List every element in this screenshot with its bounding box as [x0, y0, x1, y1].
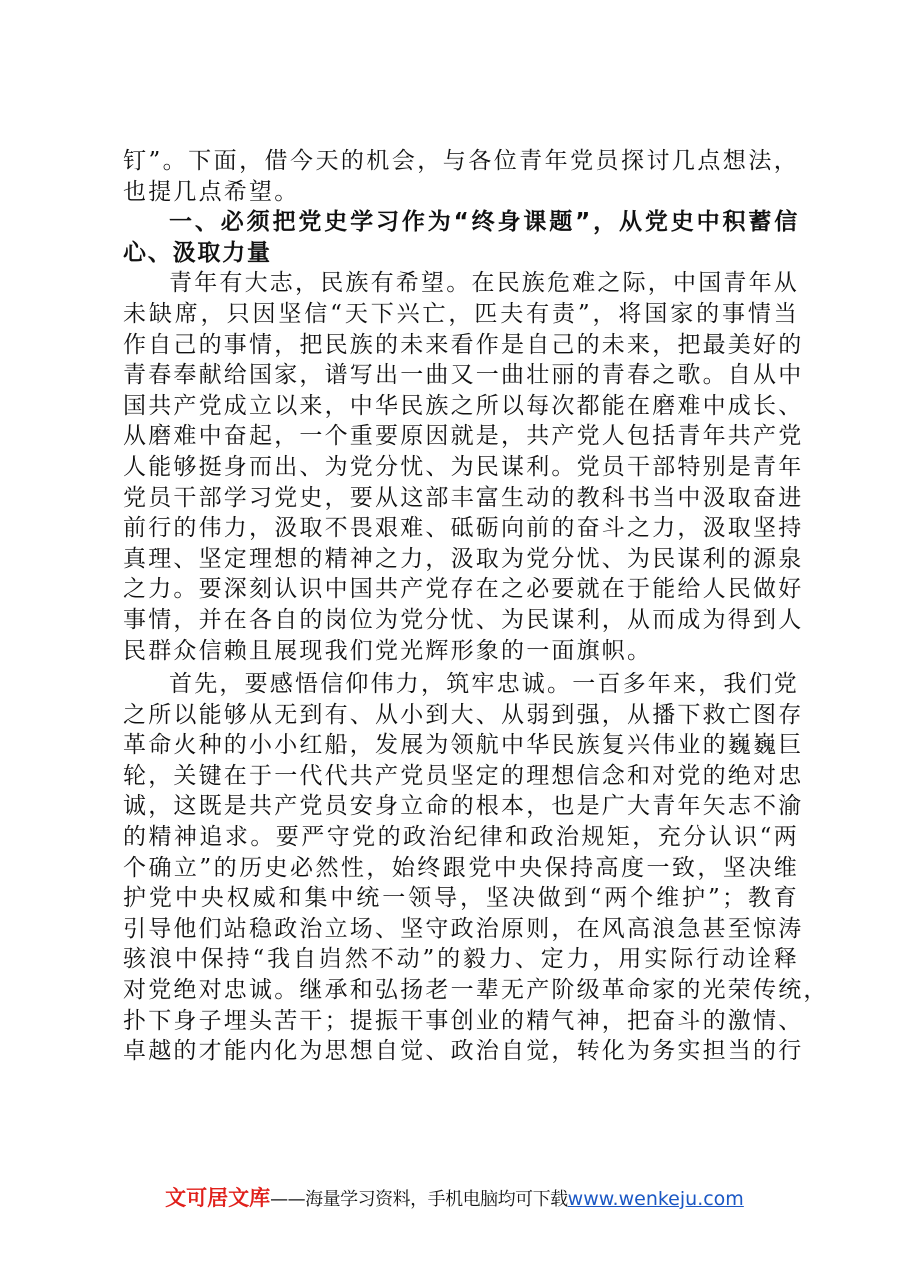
body-line: 钉”。下面，借今天的机会，与各位青年党员探讨几点想法，: [123, 148, 799, 174]
paragraph-line: 首先，要感悟信仰伟力，筑牢忠诚。一百多年来，我们党: [169, 671, 799, 698]
paragraph-line: 未缺席，只因坚信“天下兴亡，匹夫有责”，将国家的事情当: [123, 300, 799, 327]
paragraph-line: 个确立”的历史必然性，始终跟党中央保持高度一致，坚决维: [123, 854, 799, 881]
paragraph-line: 扑下身子埋头苦干；提振干事创业的精气神，把奋斗的激情、: [123, 1007, 804, 1034]
paragraph-line: 国共产党成立以来，中华民族之所以每次都能在磨难中成长、: [123, 392, 804, 419]
paragraph-line: 骇浪中保持“我自岿然不动”的毅力、定力，用实际行动诠释: [123, 946, 799, 973]
paragraph-line: 对党绝对忠诚。继承和弘扬老一辈无产阶级革命家的光荣传统，: [123, 977, 829, 1004]
section-heading-line: 心、汲取力量: [123, 239, 272, 266]
paragraph-line: 革命火种的小小红船，发展为领航中华民族复兴伟业的巍巍巨: [123, 732, 804, 759]
paragraph-line: 从磨难中奋起，一个重要原因就是，共产党人包括青年共产党: [123, 423, 804, 450]
paragraph-line: 事情，并在各自的岗位为党分忧、为民谋利，从而成为得到人: [123, 606, 804, 633]
paragraph-line: 之力。要深刻认识中国共产党存在之必要就在于能给人民做好: [123, 576, 804, 603]
body-line: 也提几点希望。: [123, 178, 300, 205]
footer-tagline: ——海量学习资料，手机电脑均可下载: [270, 1189, 568, 1210]
section-heading-line: 一、必须把党史学习作为“终身课题”，从党史中积蓄信: [169, 209, 799, 236]
footer-website-link[interactable]: www.wenkeju.com: [567, 1188, 744, 1210]
paragraph-line: 之所以能够从无到有、从小到大、从弱到强，从播下救亡图存: [123, 701, 804, 728]
paragraph-line: 护党中央权威和集中统一领导，坚决做到“两个维护”；教育: [123, 885, 799, 912]
paragraph-line: 作自己的事情，把民族的未来看作是自己的未来，把最美好的: [123, 331, 804, 358]
paragraph-line: 卓越的才能内化为思想自觉、政治自觉，转化为务实担当的行: [123, 1038, 804, 1065]
paragraph-line: 青年有大志，民族有希望。在民族危难之际，中国青年从: [169, 270, 799, 297]
paragraph-line: 党员干部学习党史，要从这部丰富生动的教科书当中汲取奋进: [123, 484, 804, 511]
paragraph-line: 真理、坚定理想的精神之力，汲取为党分忧、为民谋利的源泉: [123, 545, 804, 572]
paragraph-line: 的精神追求。要严守党的政治纪律和政治规矩，充分认识“两: [123, 824, 799, 851]
page-footer: [0, 1182, 909, 1212]
paragraph-line: 诚，这既是共产党员安身立命的根本，也是广大青年矢志不渝: [123, 793, 804, 820]
paragraph-line: 青春奉献给国家，谱写出一曲又一曲壮丽的青春之歌。自从中: [123, 362, 804, 389]
document-body: [123, 146, 829, 1067]
paragraph-line: 引导他们站稳政治立场、坚守政治原则，在风高浪急甚至惊涛: [123, 915, 804, 942]
paragraph-line: 人能够挺身而出、为党分忧、为民谋利。党员干部特别是青年: [123, 453, 804, 480]
paragraph-line: 轮，关键在于一代代共产党员坚定的理想信念和对党的绝对忠: [123, 762, 804, 789]
footer-brand: 文可居文库: [165, 1186, 271, 1210]
paragraph-line: 前行的伟力，汲取不畏艰难、砥砺向前的奋斗之力，汲取坚持: [123, 515, 804, 542]
paragraph-line: 民群众信赖且展现我们党光辉形象的一面旗帜。: [123, 637, 653, 664]
